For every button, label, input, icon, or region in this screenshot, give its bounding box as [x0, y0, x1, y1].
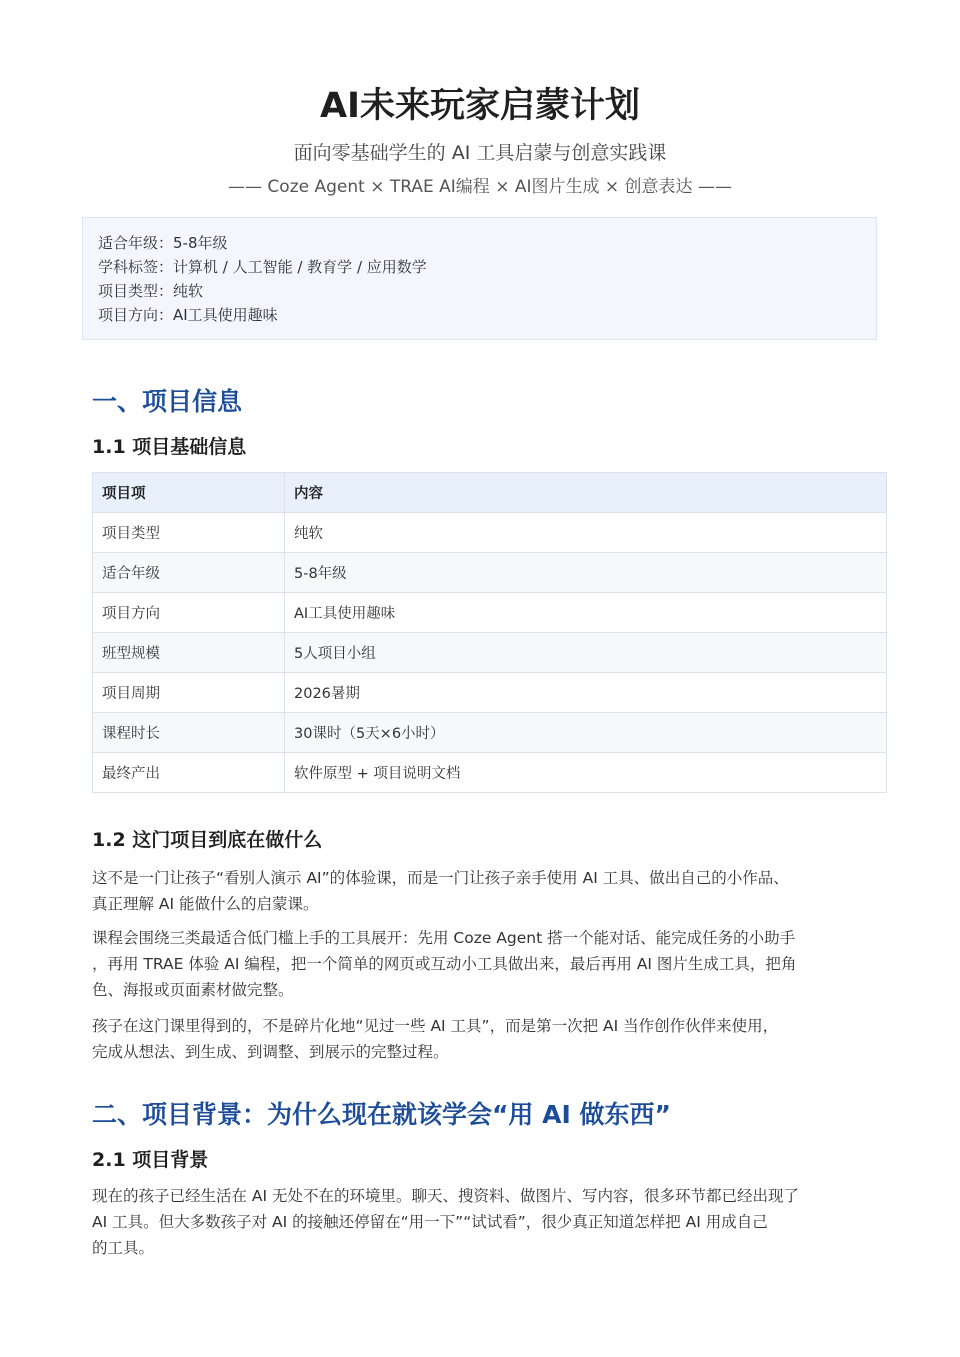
paragraph-line: 的工具。: [92, 1239, 155, 1257]
paragraph-line: 现在的孩子已经生活在 AI 无处不在的环境里。聊天、搜资料、做图片、写内容，很多环节都已经出现了: [92, 1187, 800, 1205]
table-cell-value: 软件原型 + 项目说明文档: [285, 753, 887, 793]
paragraph-line: AI 工具。但大多数孩子对 AI 的接触还停留在“用一下”“试试看”，很少真正知道怎样把 AI 用成自己: [92, 1213, 768, 1231]
table-cell-value: 纯软: [285, 513, 887, 553]
paragraph-line: 真正理解 AI 能做什么的启蒙课。: [92, 895, 319, 913]
table-cell-label: 项目方向: [93, 593, 285, 633]
table-header-content: 内容: [285, 473, 887, 513]
table-cell-value: 30课时（5天×6小时）: [285, 713, 887, 753]
table-row: [93, 713, 887, 753]
project-summary-box: [82, 217, 877, 340]
section-2-heading: 二、项目背景：为什么现在就该学会“用 AI 做东西”: [92, 1100, 671, 1129]
section-1-heading: 一、项目信息: [92, 387, 243, 416]
section-1-1-heading: 1.1 项目基础信息: [92, 436, 247, 458]
table-cell-value: 5人项目小组: [285, 633, 887, 673]
table-row: [93, 753, 887, 793]
section-1-2-heading: 1.2 这门项目到底在做什么: [92, 829, 323, 851]
table-row: [93, 633, 887, 673]
table-row: [93, 593, 887, 633]
table-cell-label: 项目类型: [93, 513, 285, 553]
paragraph-line: 色、海报或页面素材做完整。: [92, 981, 294, 999]
table-cell-value: 2026暑期: [285, 673, 887, 713]
table-cell-label: 课程时长: [93, 713, 285, 753]
paragraph-line: 课程会围绕三类最适合低门槛上手的工具展开：先用 Coze Agent 搭一个能对话、能完成任务的小助手: [92, 929, 796, 947]
project-info-table: [92, 472, 887, 793]
document-tagline: —— Coze Agent × TRAE AI编程 × AI图片生成 × 创意表达 ——: [228, 177, 732, 197]
section-2-1-heading: 2.1 项目背景: [92, 1149, 209, 1171]
paragraph-line: 完成从想法、到生成、到调整、到展示的完整过程。: [92, 1043, 449, 1061]
summary-direction: 项目方向：AI工具使用趣味: [98, 306, 278, 324]
paragraph-background: [92, 1183, 872, 1261]
table-cell-label: 适合年级: [93, 553, 285, 593]
document-title: AI未来玩家启蒙计划: [319, 86, 641, 126]
document-subtitle: 面向零基础学生的 AI 工具启蒙与创意实践课: [293, 142, 667, 164]
table-cell-label: 最终产出: [93, 753, 285, 793]
paragraph-tools: [92, 925, 872, 1003]
paragraph-line: 孩子在这门课里得到的，不是碎片化地“见过一些 AI 工具”，而是第一次把 AI 当作创作伙伴来使用，: [92, 1017, 779, 1035]
table-row: [93, 673, 887, 713]
summary-subjects: 学科标签：计算机 / 人工智能 / 教育学 / 应用数学: [98, 258, 427, 276]
table-header-item: 项目项: [93, 473, 285, 513]
paragraph-line: ，再用 TRAE 体验 AI 编程，把一个简单的网页或互动小工具做出来，最后再用 AI 图片生成工具，把角: [92, 955, 797, 973]
table-cell-value: AI工具使用趣味: [285, 593, 887, 633]
table-header-row: [93, 473, 887, 513]
table-cell-value: 5-8年级: [285, 553, 887, 593]
paragraph-line: 这不是一门让孩子“看别人演示 AI”的体验课，而是一门让孩子亲手使用 AI 工具、做出自己的小作品、: [92, 869, 789, 887]
table-row: [93, 553, 887, 593]
summary-grade: 适合年级：5-8年级: [98, 234, 228, 252]
table-cell-label: 项目周期: [93, 673, 285, 713]
table-row: [93, 513, 887, 553]
paragraph-intro: [92, 865, 872, 917]
table-cell-label: 班型规模: [93, 633, 285, 673]
summary-type: 项目类型：纯软: [98, 282, 204, 300]
paragraph-outcome: [92, 1013, 872, 1065]
